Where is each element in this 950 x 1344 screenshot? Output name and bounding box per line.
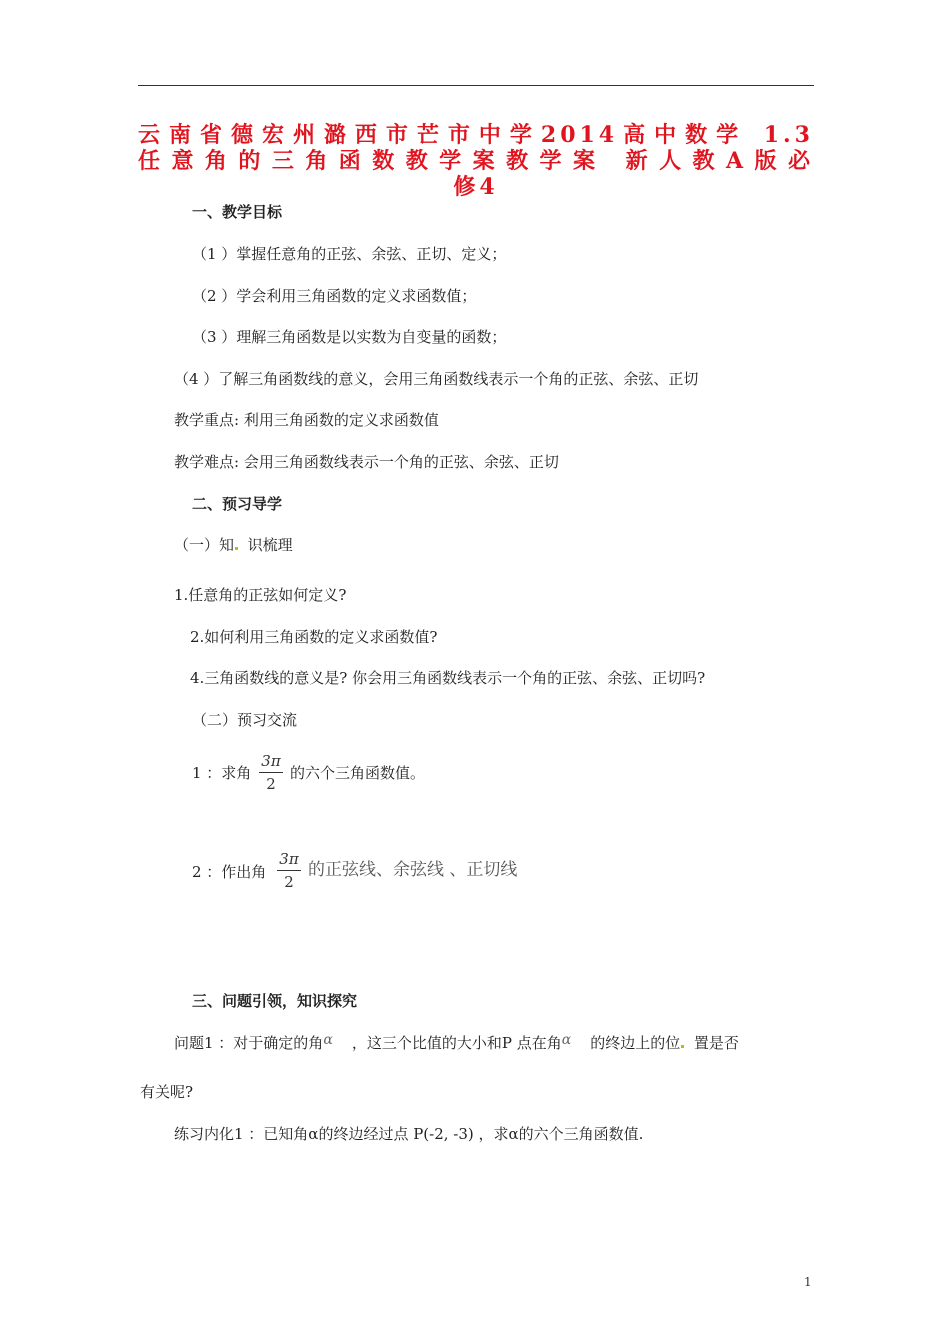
fraction-3pi-over-2	[259, 752, 283, 793]
problem-1-continuation: 有关呢?	[140, 1083, 194, 1101]
goal-3: （3 ）理解三角函数是以实数为自变量的函数；	[192, 328, 507, 346]
stray-dot	[681, 1045, 684, 1048]
alpha-symbol: α	[561, 1032, 572, 1048]
section1-heading: 一、教学目标	[192, 203, 283, 221]
practice-1: 练习内化1 ：已知角α的终边经过点 P(-2, -3) ，求α的六个三角函数值.	[174, 1125, 644, 1143]
title-line-1: 云南省德宏州潞西市芒市中学2014高中数学 1.3	[138, 122, 814, 148]
subsection-knowledge-a: （一）知	[174, 536, 235, 554]
subsection-exchange: （二）预习交流	[192, 711, 298, 729]
fraction-denominator: 2	[266, 775, 276, 793]
question-1: 1.任意角的正弦如何定义?	[174, 586, 347, 604]
example-1-prefix: 1 ：求角	[192, 764, 252, 782]
goal-1: （1 ）掌握任意角的正弦、余弦、正切、定义；	[192, 245, 507, 263]
example-2-prefix: 2 ：作出角	[192, 863, 267, 881]
example-2-suffix: 的正弦线、余弦线 、正切线	[308, 860, 518, 880]
fraction-numerator: 3π	[279, 850, 299, 868]
title-line-3: 修4	[453, 174, 499, 200]
problem-1-a: 问题1 ：对于确定的角	[174, 1034, 324, 1052]
subsection-knowledge-b: 识梳理	[247, 536, 293, 554]
subsection-knowledge	[174, 535, 293, 555]
document-title	[138, 122, 814, 200]
problem-1	[174, 1033, 739, 1054]
fraction-3pi-over-2	[277, 850, 301, 891]
example-1-suffix: 的六个三角函数值。	[290, 764, 426, 782]
fraction-denominator: 2	[284, 873, 294, 891]
fraction-bar	[277, 870, 301, 871]
difficulty: 教学难点: 会用三角函数线表示一个角的正弦、余弦、正切	[174, 453, 559, 471]
page-number: 1	[804, 1275, 812, 1289]
problem-1-d: 置是否	[693, 1034, 739, 1052]
section2-heading: 二、预习导学	[192, 495, 283, 513]
problem-1-c: 的终边上的位	[590, 1034, 681, 1052]
title-line-2: 任意角的三角函数教学案教学案 新人教A版必	[138, 148, 814, 174]
section3-heading: 三、问题引领，知识探究	[192, 992, 358, 1010]
goal-2: （2 ）学会利用三角函数的定义求函数值；	[192, 287, 477, 305]
question-4: 4.三角函数线的意义是? 你会用三角函数线表示一个角的正弦、余弦、正切吗?	[190, 669, 706, 687]
problem-1-b: ，这三个比值的大小和P 点在角	[351, 1034, 562, 1052]
key-point: 教学重点: 利用三角函数的定义求函数值	[174, 411, 439, 429]
fraction-bar	[259, 772, 283, 773]
goal-4: （4 ）了解三角函数线的意义，会用三角函数线表示一个角的正弦、余弦、正切	[174, 370, 699, 388]
question-2: 2.如何利用三角函数的定义求函数值?	[190, 628, 438, 646]
header-rule	[138, 85, 814, 86]
alpha-symbol: α	[323, 1032, 333, 1048]
fraction-numerator: 3π	[261, 752, 281, 770]
stray-dot	[235, 547, 238, 550]
